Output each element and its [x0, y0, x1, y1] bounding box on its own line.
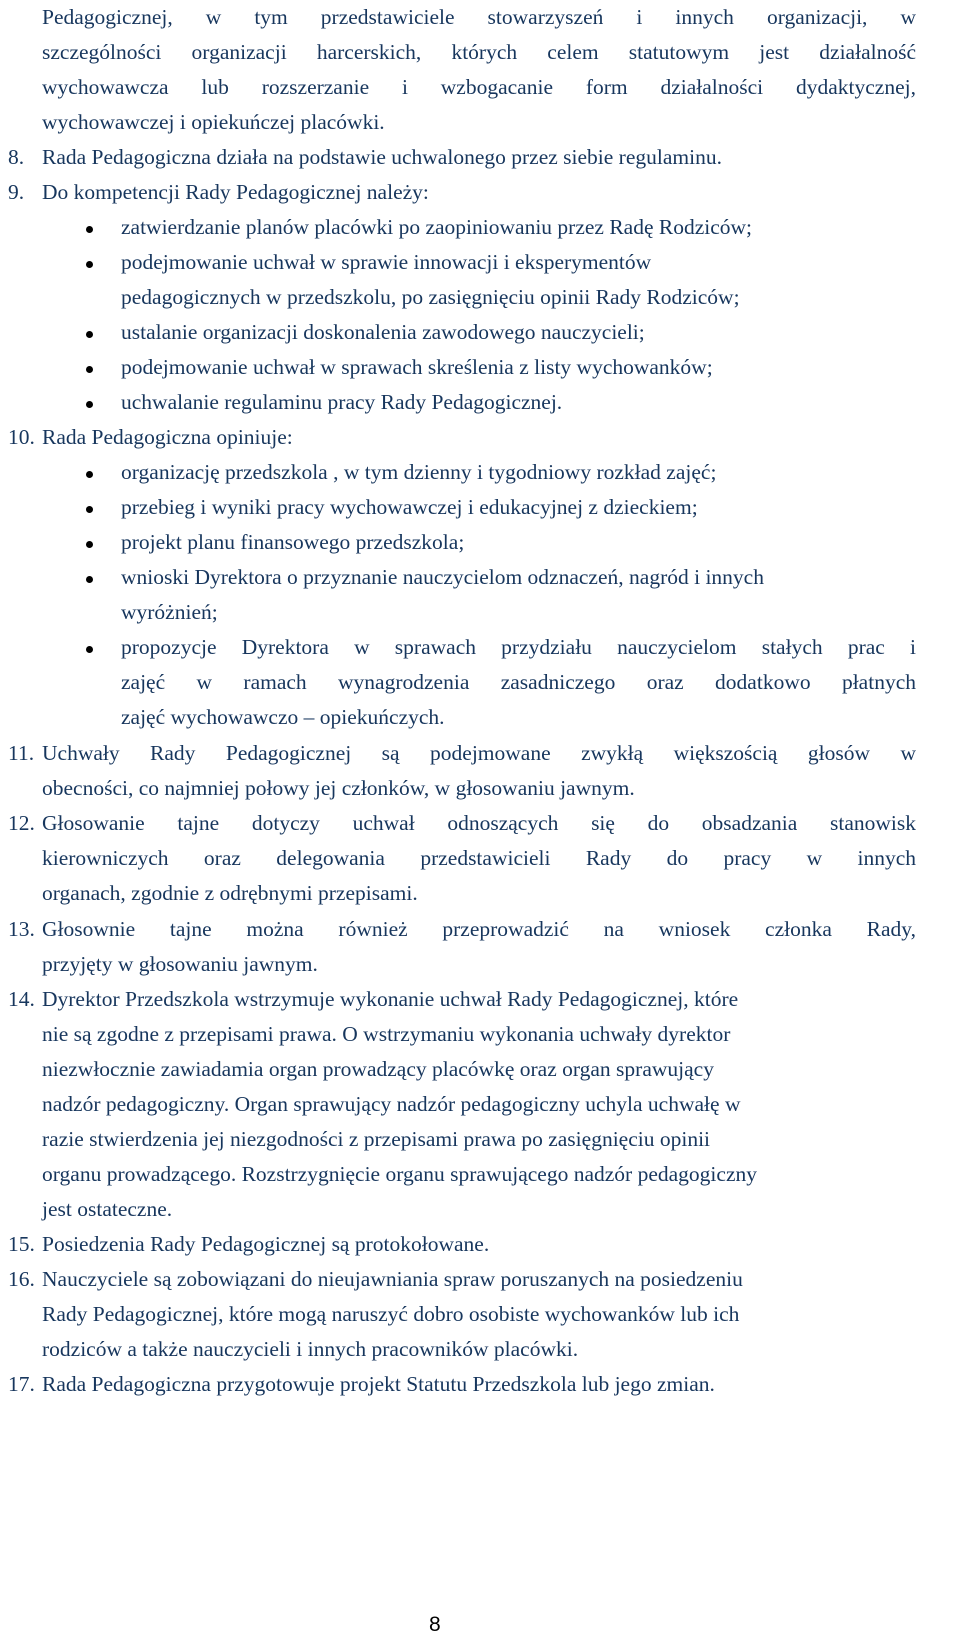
item-11-line-1: Uchwały Rady Pedagogicznej są podejmowane zwykłą większością głosów w	[42, 741, 916, 765]
item-14-line-1: Dyrektor Przedszkola wstrzymuje wykonanie uchwał Rady Pedagogicznej, które	[42, 987, 739, 1011]
item-14-line-4: nadzór pedagogiczny. Organ sprawujący nadzór pedagogiczny uchyla uchwałę w	[42, 1092, 741, 1116]
item-number-14: 14.	[8, 987, 35, 1011]
item-8-text: Rada Pedagogiczna działa na podstawie uchwalonego przez siebie regulaminu.	[42, 145, 722, 169]
intro-line-1: Pedagogicznej, w tym przedstawiciele stowarzyszeń i innych organizacji, w	[42, 5, 916, 29]
list-item-continuation: zajęć wychowawczo – opiekuńczych.	[121, 705, 445, 729]
list-item: organizację przedszkola , w tym dzienny i tygodniowy rozkład zajęć;	[121, 460, 717, 484]
intro-line-3: wychowawcza lub rozszerzanie i wzbogacanie form działalności dydaktycznej,	[42, 75, 916, 99]
list-item: ustalanie organizacji doskonalenia zawodowego nauczycieli;	[121, 320, 645, 344]
list-item-continuation: wyróżnień;	[121, 600, 218, 624]
list-item: projekt planu finansowego przedszkola;	[121, 530, 465, 554]
bullet-icon	[86, 331, 93, 338]
item-14-line-7: jest ostateczne.	[42, 1197, 173, 1221]
item-14-line-5: razie stwierdzenia jej niezgodności z przepisami prawa po zasięgnięciu opinii	[42, 1127, 711, 1151]
list-item-continuation: zajęć w ramach wynagrodzenia zasadniczego oraz dodatkowo płatnych	[121, 670, 916, 694]
list-item: uchwalanie regulaminu pracy Rady Pedagogicznej.	[121, 390, 563, 414]
item-17-text: Rada Pedagogiczna przygotowuje projekt Statutu Przedszkola lub jego zmian.	[42, 1372, 715, 1396]
list-item: zatwierdzanie planów placówki po zaopiniowaniu przez Radę Rodziców;	[121, 215, 753, 239]
item-16-line-3: rodziców a także nauczycieli i innych pracowników placówki.	[42, 1337, 579, 1361]
item-number-10: 10.	[8, 425, 35, 449]
bullet-icon	[86, 471, 93, 478]
bullet-icon	[86, 226, 93, 233]
bullet-icon	[86, 366, 93, 373]
bullet-icon	[86, 576, 93, 583]
item-number-15: 15.	[8, 1232, 35, 1256]
bullet-icon	[86, 506, 93, 513]
item-16-line-2: Rady Pedagogicznej, które mogą naruszyć dobro osobiste wychowanków lub ich	[42, 1302, 740, 1326]
item-10-text: Rada Pedagogiczna opiniuje:	[42, 425, 293, 449]
list-item: przebieg i wyniki pracy wychowawczej i edukacyjnej z dzieckiem;	[121, 495, 698, 519]
intro-line-4: wychowawczej i opiekuńczej placówki.	[42, 110, 385, 134]
item-11-line-2: obecności, co najmniej połowy jej członków, w głosowaniu jawnym.	[42, 776, 635, 800]
item-12-line-3: organach, zgodnie z odrębnymi przepisami.	[42, 881, 418, 905]
list-item: podejmowanie uchwał w sprawie innowacji i eksperymentów	[121, 250, 652, 274]
list-item-continuation: pedagogicznych w przedszkolu, po zasięgnięciu opinii Rady Rodziców;	[121, 285, 740, 309]
item-number-13: 13.	[8, 917, 35, 941]
list-item: podejmowanie uchwał w sprawach skreślenia z listy wychowanków;	[121, 355, 713, 379]
item-14-line-3: niezwłocznie zawiadamia organ prowadzący placówkę oraz organ sprawujący	[42, 1057, 714, 1081]
page-number: 8	[429, 1613, 441, 1636]
item-number-11: 11.	[8, 741, 35, 765]
item-15-text: Posiedzenia Rady Pedagogicznej są protokołowane.	[42, 1232, 490, 1256]
item-13-line-2: przyjęty w głosowaniu jawnym.	[42, 952, 318, 976]
list-item: wnioski Dyrektora o przyznanie nauczycielom odznaczeń, nagród i innych	[121, 565, 764, 589]
item-12-line-1: Głosowanie tajne dotyczy uchwał odnoszących się do obsadzania stanowisk	[42, 811, 916, 835]
item-number-9: 9.	[8, 180, 25, 204]
item-13-line-1: Głosownie tajne można również przeprowadzić na wniosek członka Rady,	[42, 917, 916, 941]
item-14-line-6: organu prowadzącego. Rozstrzygnięcie organu sprawującego nadzór pedagogiczny	[42, 1162, 757, 1186]
item-14-line-2: nie są zgodne z przepisami prawa. O wstrzymaniu wykonania uchwały dyrektor	[42, 1022, 731, 1046]
item-number-12: 12.	[8, 811, 35, 835]
item-number-8: 8.	[8, 145, 25, 169]
list-item: propozycje Dyrektora w sprawach przydziału nauczycielom stałych prac i	[121, 635, 916, 659]
intro-line-2: szczególności organizacji harcerskich, których celem statutowym jest działalność	[42, 40, 916, 64]
bullet-icon	[86, 541, 93, 548]
item-12-line-2: kierowniczych oraz delegowania przedstawicieli Rady do pracy w innych	[42, 846, 916, 870]
item-9-text: Do kompetencji Rady Pedagogicznej należy:	[42, 180, 429, 204]
item-16-line-1: Nauczyciele są zobowiązani do nieujawniania spraw poruszanych na posiedzeniu	[42, 1267, 743, 1291]
item-number-17: 17.	[8, 1372, 35, 1396]
bullet-icon	[86, 261, 93, 268]
item-number-16: 16.	[8, 1267, 35, 1291]
bullet-icon	[86, 646, 93, 653]
bullet-icon	[86, 401, 93, 408]
